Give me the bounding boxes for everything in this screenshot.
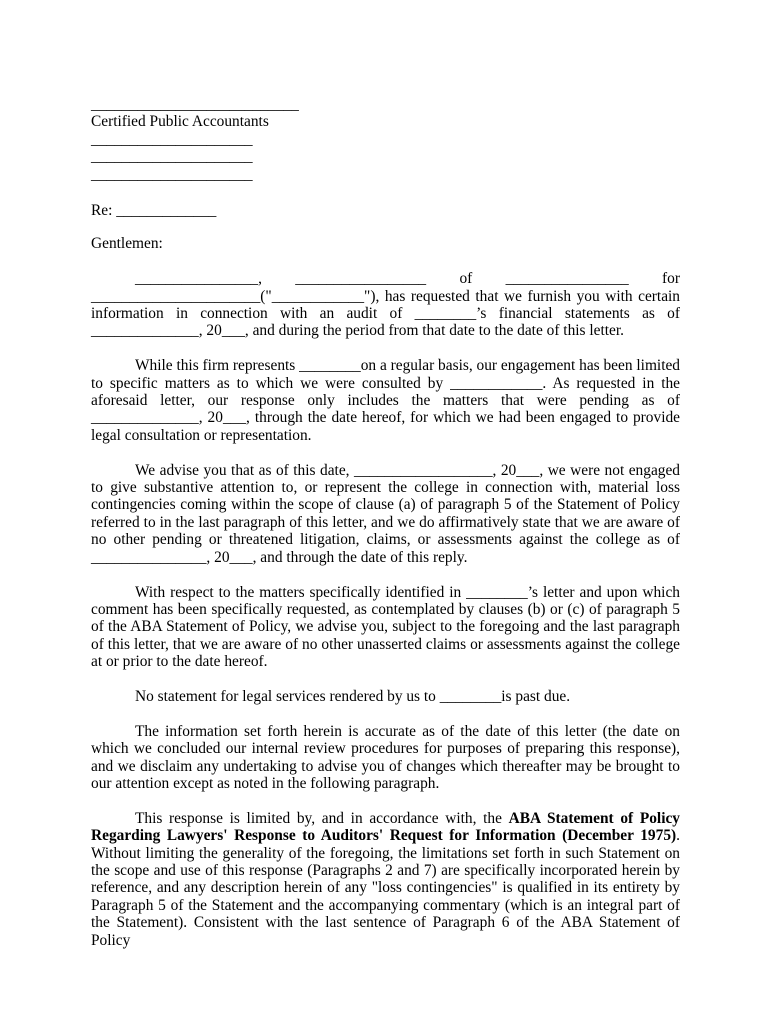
paragraph-3: We advise you that as of this date, __________________, 20___, we were not engaged to give substantive attention to, or represent the college in connection with, material loss contingencies coming within the scope of clause (a) of paragraph 5 of the Statement of Policy referred to in the last paragraph of this letter, and we do affirmatively state that we are aware of no other pending or threatened litigation, claims, or assessments against the college as of _______________, 20___, and through the date of this reply. bbox=[91, 461, 680, 566]
paragraph-4: With respect to the matters specifically identified in ________’s letter and upon which comment has been specifically requested, as contemplated by clauses (b) or (c) of paragraph 5 of the ABA Statement of Policy, we advise you, subject to the foregoing and the last paragraph of this letter, that we are aware of no other unasserted claims or assessments against the college at or prior to the date hereof. bbox=[91, 583, 680, 671]
address-blank-line: _____________________ bbox=[91, 148, 253, 166]
paragraph-7-intro: This response is limited by, and in accordance with, the bbox=[135, 809, 509, 827]
address-block bbox=[91, 96, 680, 183]
address-blank-line: ___________________________ bbox=[91, 96, 299, 113]
address-blank-line: _____________________ bbox=[91, 165, 253, 183]
paragraph-6: The information set forth herein is accurate as of the date of this letter (the date on which we concluded our internal review procedures for purposes of preparing this response), and we disclaim any undertaking to advise you of changes which thereafter may be brought to our attention except as noted in the following paragraph. bbox=[91, 722, 680, 792]
paragraph-5: No statement for legal services rendered by us to ________is past due. bbox=[135, 687, 571, 705]
firm-label: Certified Public Accountants bbox=[91, 113, 269, 131]
paragraph-1-body: ______________________("____________"), has requested that we furnish you with certain information in connection with an audit of ________’s financial statements as of ______________, 20___, and during the period from that date to the date of this letter. bbox=[91, 287, 680, 340]
letter-page bbox=[91, 96, 680, 949]
paragraph-1 bbox=[91, 270, 680, 340]
salutation: Gentlemen: bbox=[91, 235, 163, 253]
paragraph-7-rest: . Without limiting the generality of the foregoing, the limitations set forth in such Statement on the scope and use of this response (Paragraphs 2 and 7) are specifically incorporated herein by reference, and any description herein of any "loss contingencies" is qualified in its entirety by Paragraph 5 of the Statement and the accompanying commentary (which is an integral part of the Statement). Consistent with the last sentence of Paragraph 6 of the ABA Statement of Policy bbox=[91, 827, 680, 949]
re-line: Re: _____________ bbox=[91, 202, 217, 220]
paragraph-1-lead: ________________, _________________ of ________________ for bbox=[135, 270, 680, 288]
aba-statement-title: ABA Statement of Policy Regarding Lawyers' Response to Auditors' Request for Information (December 1975) bbox=[91, 809, 681, 845]
address-blank-line: _____________________ bbox=[91, 130, 253, 148]
paragraph-7 bbox=[91, 810, 680, 949]
paragraph-2: While this firm represents ________on a regular basis, our engagement has been limited to specific matters as to which we were consulted by ____________. As requested in the aforesaid letter, our response only includes the matters that were pending as of ______________, 20___, through the date hereof, for which we had been engaged to provide legal consultation or representation. bbox=[91, 357, 680, 444]
